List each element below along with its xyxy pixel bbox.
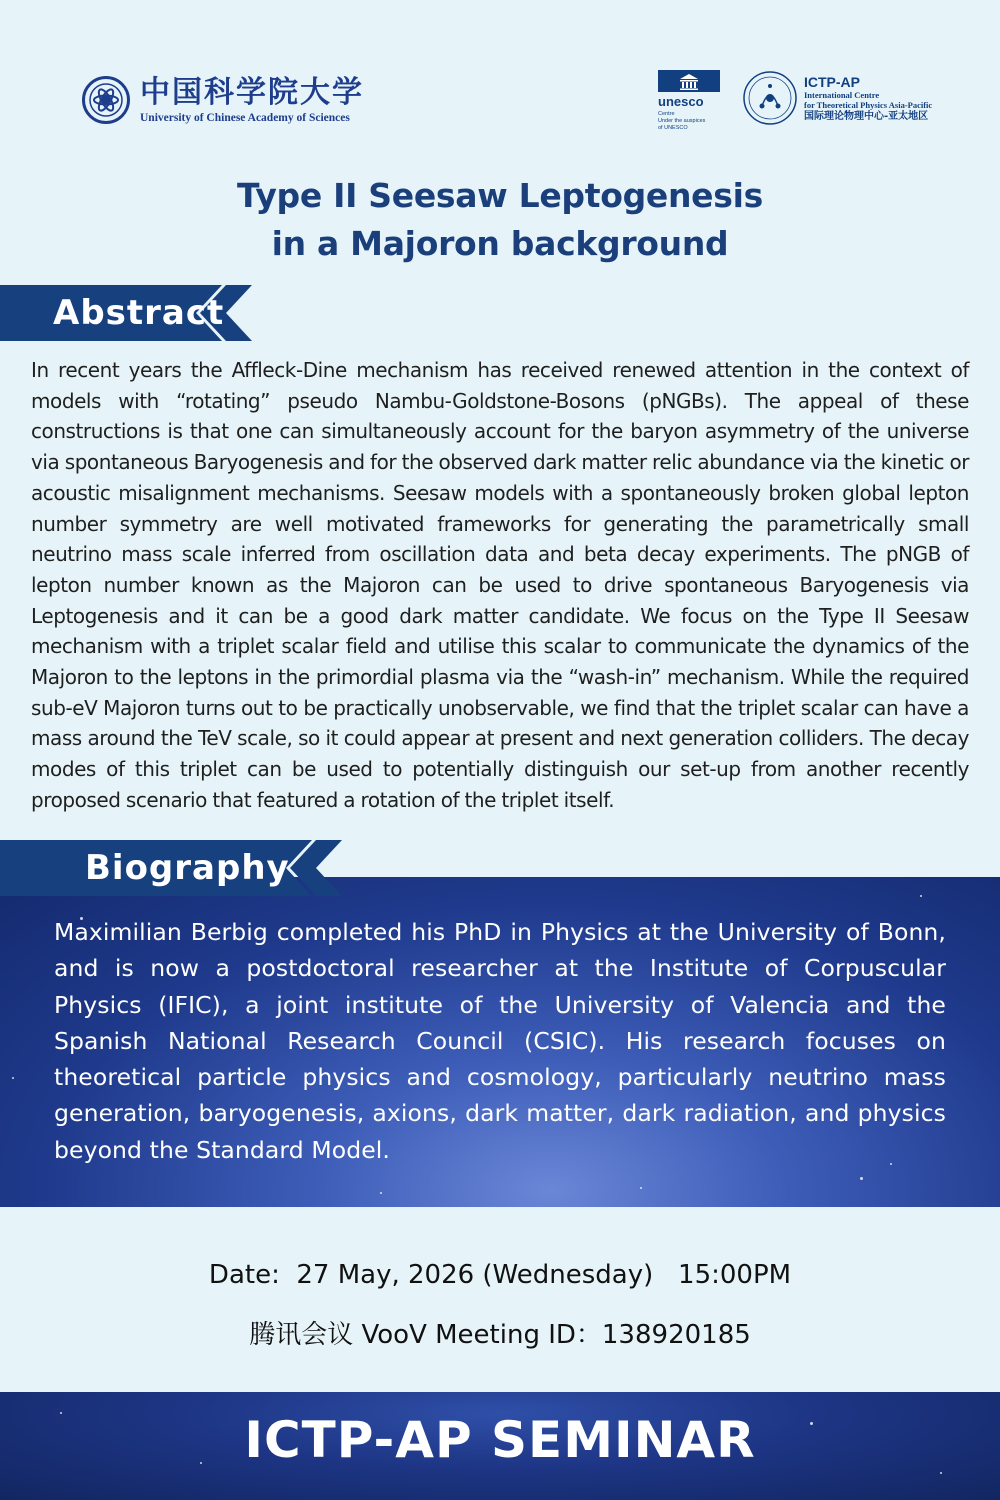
talk-title-line-1: Type II Seesaw Leptogenesis xyxy=(237,176,763,215)
ictp-ap-full-name: International Centre for Theoretical Physics Asia-Pacific xyxy=(804,89,933,110)
talk-title xyxy=(0,172,1000,268)
ucas-name-en: University of Chinese Academy of Sciences xyxy=(140,112,350,124)
abstract-banner xyxy=(0,285,252,341)
ucas-logo xyxy=(82,76,364,124)
ictp-ap-name: ICTP-AP xyxy=(804,73,860,90)
ictp-ap-logo xyxy=(742,70,932,126)
unesco-logo xyxy=(658,70,720,132)
seminar-series-title: ICTP-AP SEMINAR xyxy=(244,1411,756,1469)
ictp-ap-seal-icon xyxy=(742,70,798,126)
unesco-subtext: Centre Under the auspices of UNESCO xyxy=(658,111,706,131)
abstract-text: In recent years the Affleck-Dine mechanism has received renewed attention in the context of models with “rotating” pseudo Nambu-Goldstone-Bosons (pNGBs). The appeal of these constructions is that one can simultaneously account for the baryon asymmetry of the universe via spontaneous Baryogenesis and for the observed dark matter relic abundance via the kinetic or acoustic misalignment mechanisms. Seesaw models with a spontaneously broken global lepton number symmetry are well motivated frameworks for generating the parametrically small neutrino mass scale inferred from oscillation data and beta decay experiments. The pNGB of lepton number known as the Majoron can be used to drive spontaneous Baryogenesis via Leptogenesis and it can be a good dark matter candidate. We focus on the Type II Seesaw mechanism with a triplet scalar field and utilise this scalar to communicate the dynamics of the Majoron to the leptons in the primordial plasma via the “wash-in” mechanism. While the required sub-eV Majoron turns out to be practically unobservable, we find that the triplet scalar can have a mass around the TeV scale, so it could appear at present and next generation colliders. The decay modes of this triplet can be used to potentially distinguish our set-up from another recently proposed scenario that featured a rotation of the triplet itself. xyxy=(31,358,969,812)
ucas-name-cn: 中国科学院大学 xyxy=(140,75,364,110)
unesco-wordmark: unesco xyxy=(658,94,704,109)
biography-heading: Biography xyxy=(85,848,290,888)
talk-title-line-2: in a Majoron background xyxy=(271,224,729,263)
biography-banner xyxy=(0,840,342,896)
ictp-ap-name-cn: 国际理论物理中心-亚太地区 xyxy=(804,110,929,122)
event-date-time: Date: 27 May, 2026 (Wednesday) 15:00PM xyxy=(208,1260,792,1290)
ucas-seal-icon xyxy=(82,76,130,124)
meeting-id: 腾讯会议 VooV Meeting ID：138920185 xyxy=(249,1320,751,1350)
unesco-temple-icon xyxy=(658,70,720,92)
biography-text: Maximilian Berbig completed his PhD in Physics at the University of Bonn, and is now a postdoctoral researcher at the Institute of Corpuscular Physics (IFIC), a joint institute of the University of Valencia and the Spanish National Research Council (CSIC). His research focuses on theoretical particle physics and cosmology, particularly neutrino mass generation, baryogenesis, axions, dark matter, dark radiation, and physics beyond the Standard Model. xyxy=(54,918,946,1164)
abstract-heading: Abstract xyxy=(53,293,225,333)
